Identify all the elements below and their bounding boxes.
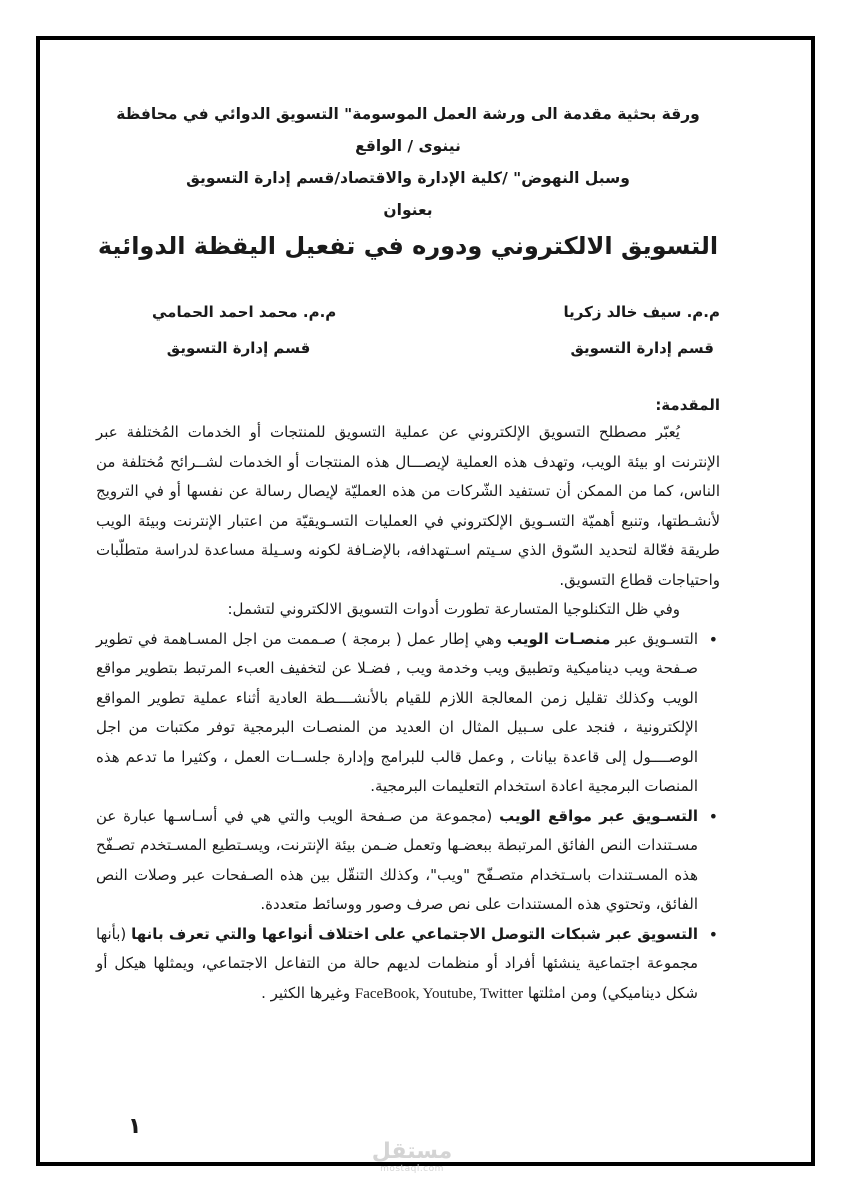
list-item — [96, 920, 720, 1010]
header-line-2: وسبل النهوض" /كلية الإدارة والاقتصاد/قسم إدارة التسويق — [186, 169, 630, 187]
intro-paragraph: يُعبّر مصطلح التسويق الإلكتروني عن عملية التسويق للمنتجات أو الخدمات المُختلفة عبر الإنترنت او بيئة الويب، وتهدف هذه العملية لإيصـــال هذه المنتجات أو الخدمات لشــرائح مُختلفة من الناس، كما من الممكن أن تستفيد الشّركات من هذه العمليّة لإيصال رسالة عن نفسها أو في الترويج لأنشـطتها، وتنبع أهميّة التسـويق الإلكتروني في العمليات التسـويقيّة من اعتبار الإنترنت وبيئة الويب طريقة فعّالة لتحديد السّوق الذي سـيتم اسـتهدافه، بالإضـافة لكونه وسـيلة مساعدة لدراسة متطلّبات واحتياجات قطاع التسويق. — [96, 423, 720, 589]
item-text: (مجموعة من صـفحة الويب والتي هي في أسـاسـها عبارة عن مسـتندات النص الفائق المرتبطة ببعضـها وتعمل ضـمن بيئة الإنترنت، ويسـتطيع المسـتخدم تصـفّح هذه المسـتندات باسـتخدام متصـفّح "ويب"، وكذلك التنقّل بين هذه الصـفحات عبر وصلات النص الفائق، وتحتوي هذه المستندات على نص صرف وصور ووسائط متعددة. — [96, 806, 698, 913]
watermark-text: مستقل — [371, 1139, 453, 1164]
author-dept: قسم إدارة التسويق — [166, 339, 311, 357]
author-name: م.م. محمد احمد الحمامي — [152, 303, 337, 321]
page-number: ١ — [128, 1114, 142, 1139]
watermark-logo — [370, 1140, 454, 1174]
item-bold-term: التسويق عبر شبكات التوصل الاجتماعي على اختلاف أنواعها والتي تعرف بانها — [131, 924, 698, 943]
authors-block — [96, 294, 720, 366]
tools-lead-in: وفي ظل التكنلوجيا المتسارعة تطورت أدوات التسويق الالكتروني لتشمل: — [227, 600, 680, 618]
author-name: م.م. سيف خالد زكريا — [563, 303, 720, 321]
item-latin-examples: FaceBook, Youtube, Twitter — [354, 985, 524, 1002]
author-1 — [564, 294, 720, 366]
titled-label: بعنوان — [383, 201, 433, 219]
item-bold-term: منصـات الويب — [507, 629, 611, 648]
paper-title: التسويق الالكتروني ودوره في تفعيل اليقظة الدوائية — [97, 232, 719, 260]
item-text: وهي إطار عمل ( برمجة ) صـممت من اجل المسـاهمة في تطوير صـفحة ويب ديناميكية وتطبيق ويب وخدمة ويب , فضـلا عن لتخفيف العبء المرتبط بتطوير مواقع الويب وكذلك تقليل زمن المعالجة اللازم للقيام بالأنشــــطة العادية أثناء عملية تطوير المواقع الإلكترونية ، فنجد على سـبيل المثال ان العديد من المنصـات البرمجية توفر مكتبات من اجل الوصــــول إلى قاعدة بيانات , وعمل قالب للبرامج وإدارة جلســات العمل ، وكثيرا ما تدعم هذه المنصات البرمجية اعادة استخدام التعليمات البرمجية. — [96, 629, 698, 795]
header-line-1: ورقة بحثية مقدمة الى ورشة العمل الموسومة" التسويق الدوائي في محافظة نينوى / الواقع — [116, 105, 700, 155]
list-item — [96, 625, 720, 802]
paper-header — [96, 98, 720, 226]
intro-heading: المقدمة: — [655, 396, 720, 414]
item-bold-term: التسـويق عبر مواقع الويب — [499, 806, 698, 825]
item-text: التسـويق عبر — [610, 629, 699, 648]
item-text: وغيرها الكثير . — [261, 983, 355, 1002]
list-item — [96, 802, 720, 920]
document-page — [96, 98, 720, 1009]
item-text: (بأنها مجموعة اجتماعية ينشئها أفراد أو منظمات لديهم حالة من التفاعل الاجتماعي، ويمثلها هيكل أو شكل ديناميكي) ومن امثلتها — [96, 924, 698, 1002]
tools-list — [96, 625, 720, 1010]
watermark-url: mostaql.com — [380, 1164, 444, 1174]
author-dept: قسم إدارة التسويق — [570, 339, 714, 357]
author-2 — [152, 294, 336, 366]
